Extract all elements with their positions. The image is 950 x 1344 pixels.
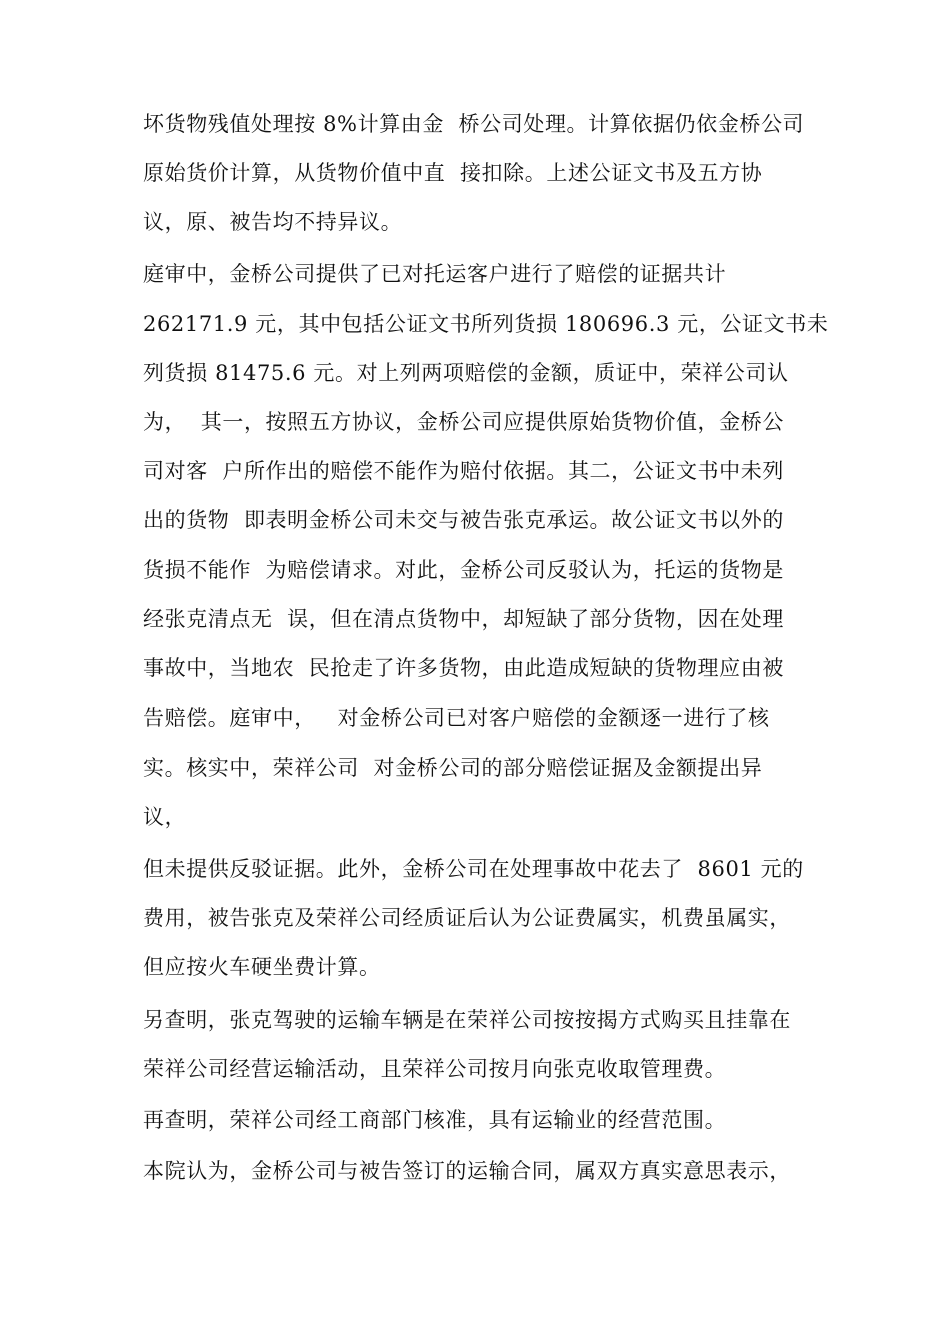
text-line: 荣祥公司经营运输活动，且荣祥公司按月向张克收取管理费。: [143, 1057, 727, 1081]
text-line: 原始货价计算，从货物价值中直 接扣除。上述公证文书及五方协: [143, 161, 763, 185]
text-line: 另查明，张克驾驶的运输车辆是在荣祥公司按按揭方式购买且挂靠在: [143, 1008, 791, 1032]
text-line: 出的货物 即表明金桥公司未交与被告张克承运。故公证文书以外的: [143, 508, 784, 532]
text-line: 为， 其一，按照五方协议，金桥公司应提供原始货物价值，金桥公: [143, 410, 784, 434]
text-line: 但应按火车硬坐费计算。: [143, 955, 381, 979]
text-line: 坏货物残值处理按 8%计算由金 桥公司处理。计算依据仍依金桥公司: [143, 112, 805, 136]
text-line: 事故中，当地农 民抢走了许多货物，由此造成短缺的货物理应由被: [143, 656, 784, 680]
text-line: 议，: [143, 805, 187, 829]
text-line: 庭审中，金桥公司提供了已对托运客户进行了赔偿的证据共计: [143, 262, 727, 286]
text-line: 经张克清点无 误，但在清点货物中，却短缺了部分货物，因在处理: [143, 607, 784, 631]
text-line: 262171.9 元，其中包括公证文书所列货损 180696.3 元，公证文书未: [143, 312, 829, 336]
text-line: 再查明，荣祥公司经工商部门核准，具有运输业的经营范围。: [143, 1108, 727, 1132]
text-line: 议，原、被告均不持异议。: [143, 210, 403, 234]
text-line: 本院认为，金桥公司与被告签订的运输合同，属双方真实意思表示，: [143, 1159, 791, 1183]
text-line: 司对客 户所作出的赔偿不能作为赔付依据。其二，公证文书中未列: [143, 459, 784, 483]
text-line: 告赔偿。庭审中， 对金桥公司已对客户赔偿的金额逐一进行了核: [143, 706, 770, 730]
text-line: 实。核实中，荣祥公司 对金桥公司的部分赔偿证据及金额提出异: [143, 756, 763, 780]
text-line: 列货损 81475.6 元。对上列两项赔偿的金额，质证中，荣祥公司认: [143, 361, 789, 385]
text-line: 但未提供反驳证据。此外，金桥公司在处理事故中花去了 8601 元的: [143, 857, 804, 881]
text-line: 费用，被告张克及荣祥公司经质证后认为公证费属实，机费虽属实，: [143, 906, 791, 930]
text-line: 货损不能作 为赔偿请求。对此，金桥公司反驳认为，托运的货物是: [143, 558, 784, 582]
